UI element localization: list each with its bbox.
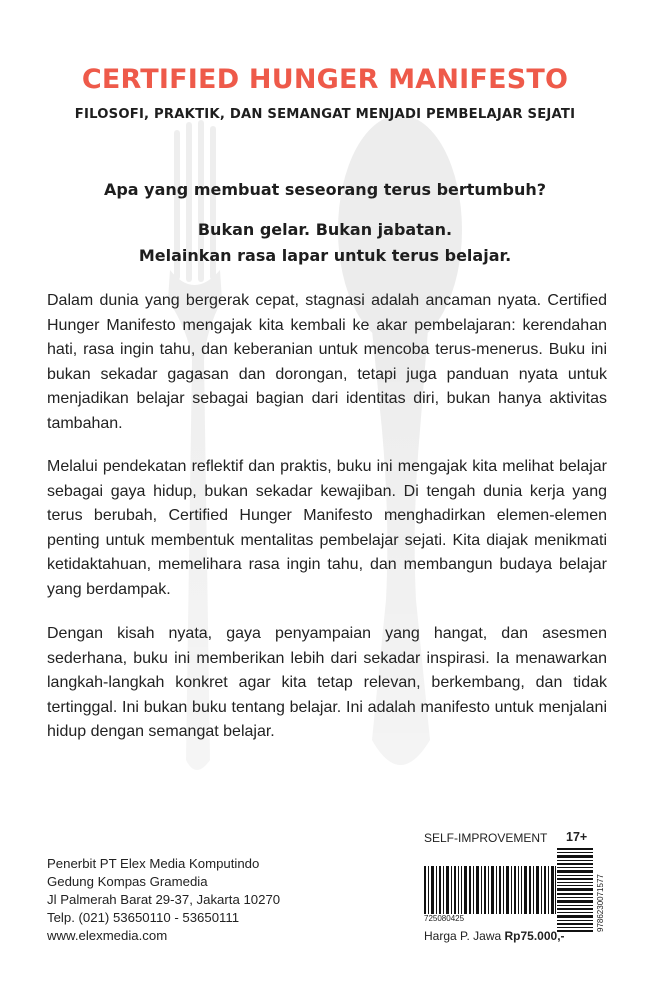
- publisher-website: www.elexmedia.com: [47, 928, 168, 943]
- book-title: CERTIFIED HUNGER MANIFESTO: [81, 64, 569, 95]
- price-value: Rp75.000,-: [504, 929, 565, 943]
- hook-line-2: Melainkan rasa lapar untuk terus belajar.: [138, 246, 512, 265]
- publisher-phone: Telp. (021) 53650110 - 53650111: [47, 910, 240, 925]
- isbn-barcode: [557, 848, 593, 932]
- isbn-number: 9786230071577: [596, 874, 605, 932]
- price-info: [424, 929, 565, 943]
- publisher-building: Gedung Kompas Gramedia: [47, 874, 208, 889]
- publisher-info: [47, 855, 280, 945]
- publisher-address: Jl Palmerah Barat 29-37, Jakarta 10270: [47, 892, 281, 907]
- book-subtitle: FILOSOFI, PRAKTIK, DAN SEMANGAT MENJADI PEMBELAJAR SEJATI: [74, 107, 576, 122]
- blurb-paragraph-3: Dengan kisah nyata, gaya penyampaian yang hangat, dan asesmen sederhana, buku ini memberikan lebih dari sekadar inspirasi. Ia menawarkan langkah-langkah konkret agar kita tetap relevan, berkembang, dan tidak tertinggal. Ini bukan buku tentang belajar. Ini adalah manifesto untuk menjalani hidup dengan semangat belajar.: [47, 625, 607, 740]
- blurb-paragraph-1: Dalam dunia yang bergerak cepat, stagnasi adalah ancaman nyata. Certified Hunger Manifesto mengajak kita kembali ke akar pembelajaran: kerendahan hati, rasa ingin tahu, dan keberanian untuk mencoba terus-menerus. Buku ini bukan sekadar gagasan dan dorongan, tetapi juga panduan nyata untuk menjadikan belajar sebagai bagian dari identitas diri, bukan hanya aktivitas tambahan.: [47, 292, 607, 432]
- blurb-paragraph-2: Melalui pendekatan reflektif dan praktis, buku ini mengajak kita melihat belajar sebagai gaya hidup, bukan sekadar kewajiban. Di tengah dunia kerja yang terus berubah, Certified Hunger Manifesto menghadirkan elemen-elemen penting untuk membentuk mentalitas pembelajar sejati. Kita diajak menikmati ketidaktahuan, memelihara rasa ingin tahu, dan membangun budaya belajar yang berdampak.: [47, 458, 607, 598]
- hook-question: Apa yang membuat seseorang terus bertumbuh?: [103, 180, 547, 199]
- category-label: SELF-IMPROVEMENT: [424, 831, 548, 845]
- publisher-name: Penerbit PT Elex Media Komputindo: [47, 856, 260, 871]
- age-rating: 17+: [566, 830, 588, 844]
- price-label: Harga P. Jawa: [424, 929, 505, 943]
- product-barcode: [424, 866, 556, 914]
- hook-line-1: Bukan gelar. Bukan jabatan.: [197, 220, 453, 239]
- barcode-number: 725080425: [424, 914, 465, 923]
